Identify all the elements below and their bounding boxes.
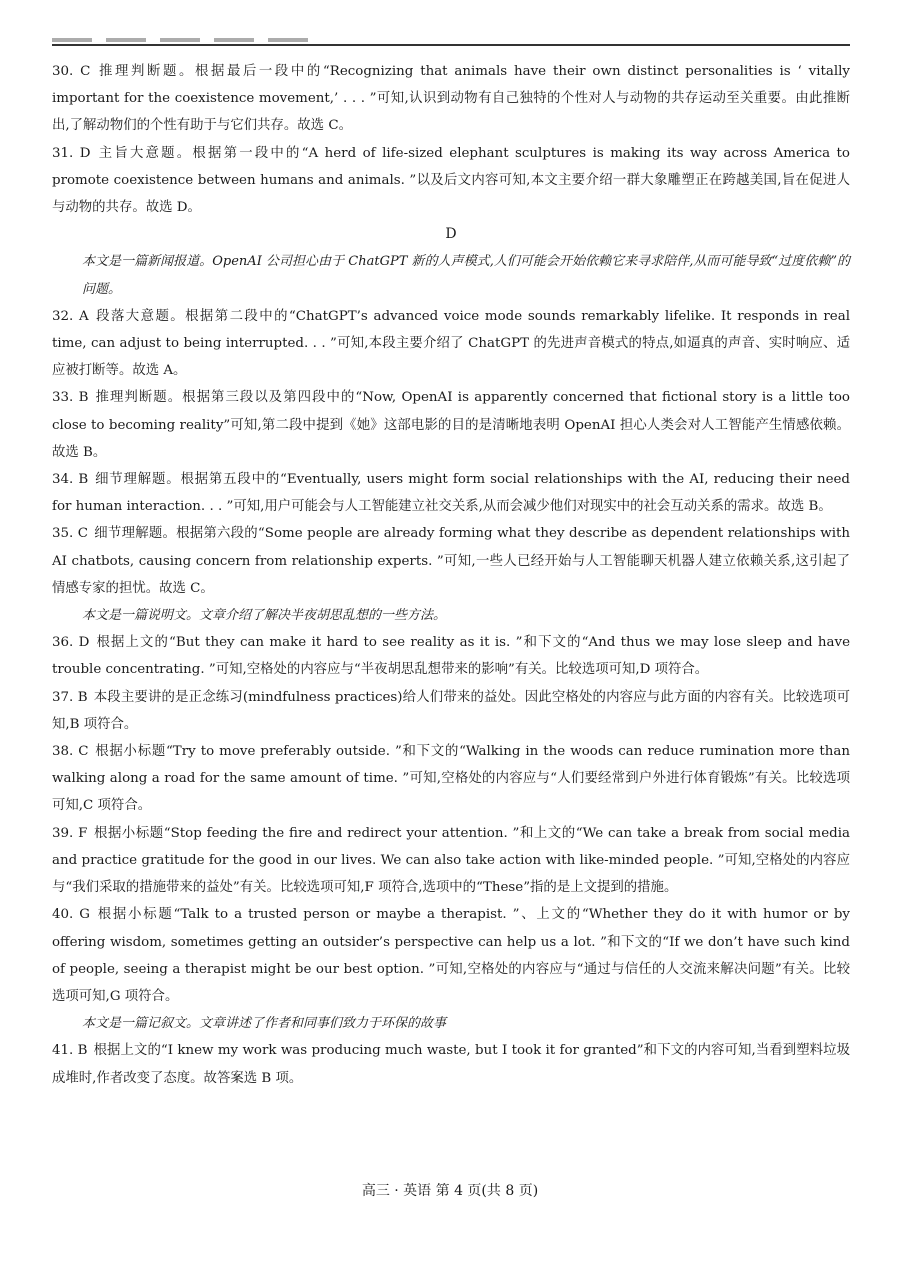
header-dashes xyxy=(52,38,312,42)
answer-41: 41. B 根据上文的“I knew my work was producing much waste, but I took it for granted”和下文的内容可知,当看到塑料垃圾成堆时,作者改变了态度。故答案选 B 项。 xyxy=(52,1043,850,1086)
answer-33: 33. B 推理判断题。根据第三段以及第四段中的“Now, OpenAI is apparently concerned that fictional story is a little too close to becoming reality”可知,第二段中提到《她》这部电影的目的是清晰地表明 OpenAI 担心人类会对人工智能产生情感依赖。故选 B。 xyxy=(52,390,850,460)
answer-30: 30. C 推理判断题。根据最后一段中的“Recognizing that animals have their own distinct personalities is ‘ vitally important for the coexistence movement,’ . . . ”可知,认识到动物有自己独特的个性对人与动物的共存运动至关重要。由此推断出,了解动物们的个性有助于与它们共存。故选 C。 xyxy=(52,64,850,134)
answer-39: 39. F 根据小标题“Stop feeding the fire and redirect your attention. ”和上文的“We can take a break from social media and practice gratitude for the good in our lives. We can also take action with like-minded people. ”可知,空格处的内容应与“我们采取的措施带来的益处”有关。比较选项可知,F 项符合,选项中的“These”指的是上文提到的措施。 xyxy=(52,825,850,896)
answer-38: 38. C 根据小标题“Try to move preferably outside. ”和下文的“Walking in the woods can reduce rumination more than walking along a road for the same amount of time. ”可知,空格处的内容应与“人们要经常到户外进行体育锻炼”有关。比较选项可知,C 项符合。 xyxy=(52,744,850,814)
answer-36: 36. D 根据上文的“But they can make it hard to see reality as it is. ”和下文的“And thus we may lose sleep and have trouble concentrating. ”可知,空格处的内容应与“半夜胡思乱想带来的影响”有关。比较选项可知,D 项符合。 xyxy=(52,635,850,678)
answer-content xyxy=(52,58,850,1092)
section-f-summary: 本文是一篇记叙文。文章讲述了作者和同事们致力于环保的故事 xyxy=(82,1016,447,1032)
answer-40: 40. G 根据小标题“Talk to a trusted person or maybe a therapist. ”、上文的“Whether they do it with humor or by offering wisdom, sometimes getting an outsider’s perspective can help us a lot. ”和下文的“If we don’t have such kind of people, seeing a therapist might be our best option. ”可知,空格处的内容应与“通过与信任的人交流来解决问题”有关。比较选项可知,G 项符合。 xyxy=(52,907,851,1004)
page-footer: 高三 · 英语 第 4 页(共 8 页) xyxy=(361,1183,539,1199)
answer-35: 35. C 细节理解题。根据第六段的“Some people are already forming what they describe as dependent relationships with AI chatbots, causing concern from relationship experts. ”可知,一些人已经开始与人工智能聊天机器人建立依赖关系,这引起了情感专家的担忧。故选 C。 xyxy=(52,526,850,596)
answer-32: 32. A 段落大意题。根据第二段中的“ChatGPT’s advanced voice mode sounds remarkably lifelike. It responds in real time, can adjust to being interrupted. . . ”可知,本段主要介绍了 ChatGPT 的先进声音模式的特点,如逼真的声音、实时响应、适应被打断等。故选 A。 xyxy=(52,308,850,379)
answer-34: 34. B 细节理解题。根据第五段中的“Eventually, users might form social relationships with the AI, reducing their need for human interaction. . . ”可知,用户可能会与人工智能建立社交关系,从而会减少他们对现实中的社会互动关系的需求。故选 B。 xyxy=(52,472,850,515)
answer-37: 37. B 本段主要讲的是正念练习(mindfulness practices)给人们带来的益处。因此空格处的内容应与此方面的内容有关。比较选项可知,B 项符合。 xyxy=(52,689,850,732)
header-rule xyxy=(52,44,850,46)
section-d-heading: D xyxy=(445,226,457,243)
section-e-summary: 本文是一篇说明文。文章介绍了解决半夜胡思乱想的一些方法。 xyxy=(82,608,447,624)
answer-31: 31. D 主旨大意题。根据第一段中的“A herd of life-sized elephant sculptures is making its way across America to promote coexistence between humans and animals. ”以及后文内容可知,本文主要介绍一群大象雕塑正在跨越美国,旨在促进人与动物的共存。故选 D。 xyxy=(52,145,850,216)
section-d-summary: 本文是一篇新闻报道。OpenAI 公司担心由于 ChatGPT 新的人声模式,人们可能会开始依赖它来寻求陪伴,从而可能导致“过度依赖”的问题。 xyxy=(82,254,850,297)
